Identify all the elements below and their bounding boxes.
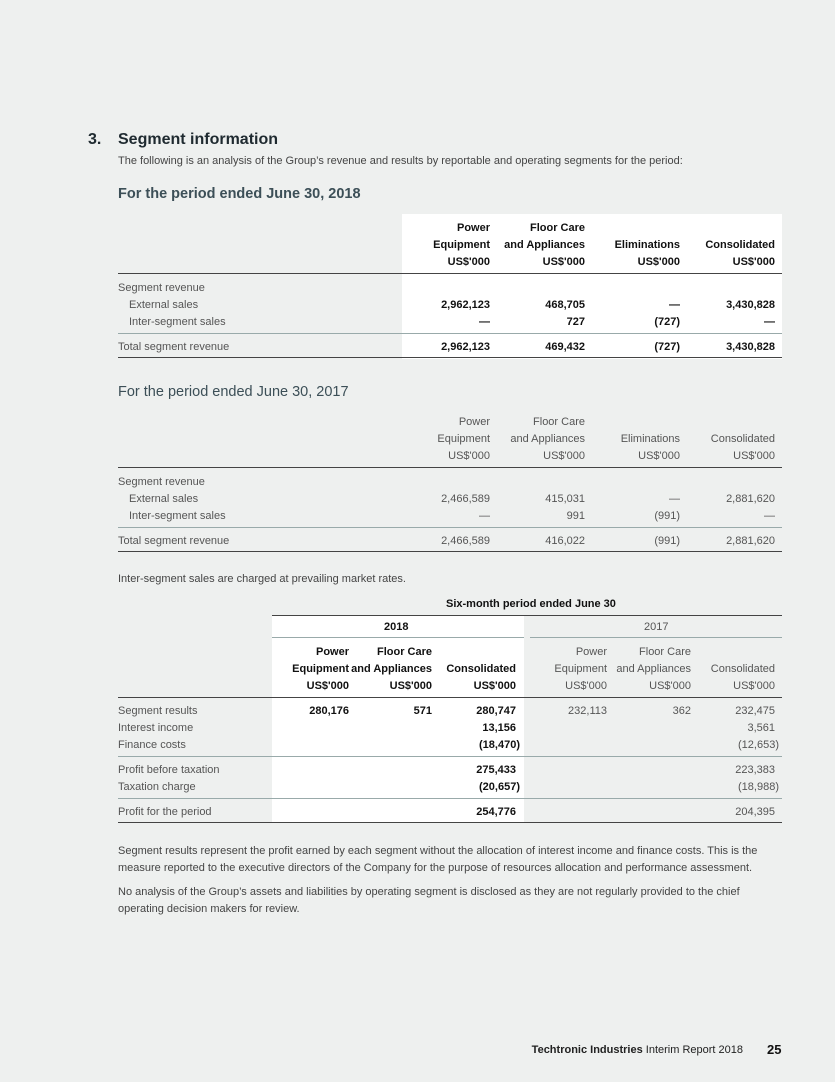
table-cell: 2,962,123 <box>441 341 490 353</box>
year-2017-label: 2017 <box>644 621 669 633</box>
table-cell: (18,988) <box>738 781 779 793</box>
col-header: Consolidated <box>710 663 775 675</box>
col-header: US$'000 <box>565 680 607 692</box>
col-header: US$'000 <box>649 680 691 692</box>
row-label: Interest income <box>118 722 194 734</box>
total-label: Total segment revenue <box>118 341 230 353</box>
col-header: and Appliances <box>504 239 585 251</box>
page-number: 25 <box>767 1042 782 1057</box>
col-header: US$'000 <box>448 450 490 462</box>
table-cell: (991) <box>654 535 680 547</box>
table-cell: — <box>479 316 490 328</box>
section-title: Segment information <box>118 131 279 148</box>
table-cell: (727) <box>654 316 680 328</box>
highlight-2018-panel <box>402 214 782 359</box>
table-cell: 991 <box>566 510 585 522</box>
col-header: Floor Care <box>533 416 585 428</box>
table-cell: 3,430,828 <box>726 299 775 311</box>
col-header: Consolidated <box>446 663 516 675</box>
table-cell: 232,113 <box>568 705 607 717</box>
table-cell: 2,962,123 <box>441 299 490 311</box>
col-header: Power <box>456 222 490 234</box>
table-cell: (12,653) <box>738 739 779 751</box>
table-cell: 415,031 <box>545 493 585 505</box>
intersegment-note: Inter-segment sales are charged at prevailing market rates. <box>118 573 406 585</box>
group-label: Segment revenue <box>118 476 205 488</box>
row-label: Profit for the period <box>118 806 212 818</box>
table-cell: 2,466,589 <box>441 493 490 505</box>
table-cell: 469,432 <box>545 341 585 353</box>
col-header: and Appliances <box>351 663 432 675</box>
footer-report: Interim Report 2018 <box>645 1044 743 1056</box>
year-2018-label: 2018 <box>384 621 409 633</box>
col-header: Equipment <box>437 433 490 445</box>
table-cell: 280,747 <box>476 705 516 717</box>
table-cell: — <box>669 299 680 311</box>
table-cell: 468,705 <box>545 299 585 311</box>
col-header: Equipment <box>554 663 607 675</box>
row-label: External sales <box>129 299 199 311</box>
table-cell: 3,430,828 <box>726 341 775 353</box>
table-cell: — <box>479 510 490 522</box>
table-cell: (991) <box>654 510 680 522</box>
table-cell: 2,881,620 <box>726 535 775 547</box>
row-label: Inter-segment sales <box>129 510 226 522</box>
row-label: Finance costs <box>118 739 186 751</box>
col-header: US$'000 <box>638 450 680 462</box>
period-header: Six-month period ended June 30 <box>446 598 616 610</box>
col-header: US$'000 <box>543 450 585 462</box>
table-cell: 254,776 <box>476 806 516 818</box>
table-cell: — <box>669 493 680 505</box>
heading-2017: For the period ended June 30, 2017 <box>118 384 349 400</box>
col-header: Eliminations <box>614 239 680 251</box>
section-intro: The following is an analysis of the Group’s revenue and results by reportable and operating segments for the period: <box>118 155 683 167</box>
col-header: US$'000 <box>733 680 775 692</box>
table-cell: — <box>764 316 775 328</box>
col-header: Consolidated <box>710 433 775 445</box>
col-header: Eliminations <box>620 433 680 445</box>
table-cell: — <box>764 510 775 522</box>
table-cell: 275,433 <box>476 764 516 776</box>
row-label: Profit before taxation <box>118 764 220 776</box>
table-cell: 13,156 <box>482 722 516 734</box>
col-header: US$'000 <box>473 680 516 692</box>
col-header: Floor Care <box>529 222 585 234</box>
table-cell: 204,395 <box>735 806 775 818</box>
table-cell: 727 <box>566 316 585 328</box>
col-header: Consolidated <box>705 239 775 251</box>
col-header: US$'000 <box>542 256 585 268</box>
col-header: Floor Care <box>639 646 691 658</box>
col-header: Floor Care <box>376 646 432 658</box>
row-label: Inter-segment sales <box>129 316 226 328</box>
paragraph-assets-liabilities: No analysis of the Group’s assets and liabilities by operating segment is disclosed as they are not regularly provided to the chief operating decision makers for review. <box>118 886 740 915</box>
col-header: Power <box>315 646 349 658</box>
col-header: Equipment <box>433 239 490 251</box>
footer-report-title <box>532 1044 743 1056</box>
table-cell: 280,176 <box>309 705 349 717</box>
table-cell: 3,561 <box>747 722 775 734</box>
col-header: US$'000 <box>389 680 432 692</box>
col-header: US$'000 <box>306 680 349 692</box>
row-label: External sales <box>129 493 199 505</box>
col-header: and Appliances <box>616 663 691 675</box>
table-cell: (727) <box>654 341 680 353</box>
table-cell: 223,383 <box>735 764 775 776</box>
row-label: Segment results <box>118 705 198 717</box>
section-number: 3. <box>88 131 102 148</box>
table-cell: 416,022 <box>545 535 585 547</box>
col-header: Power <box>458 416 490 428</box>
col-header: US$'000 <box>637 256 680 268</box>
table-cell: 2,881,620 <box>726 493 775 505</box>
row-label: Taxation charge <box>118 781 196 793</box>
col-header: US$'000 <box>447 256 490 268</box>
col-header: and Appliances <box>510 433 585 445</box>
heading-2018: For the period ended June 30, 2018 <box>118 186 361 202</box>
col-header: US$'000 <box>732 256 775 268</box>
group-label: Segment revenue <box>118 282 205 294</box>
paragraph-segment-results: Segment results represent the profit earned by each segment without the allocation of interest income and finance costs. This is the measure reported to the executive directors of the Company for the purpose of resources allocation and performance assessment. <box>118 845 758 874</box>
col-header: US$'000 <box>733 450 775 462</box>
table-cell: 232,475 <box>735 705 775 717</box>
total-label: Total segment revenue <box>118 535 230 547</box>
table-cell: (20,657) <box>479 781 520 793</box>
footer-company: Techtronic Industries <box>531 1044 643 1056</box>
table-cell: (18,470) <box>479 739 520 751</box>
table-cell: 362 <box>672 705 691 717</box>
table-cell: 2,466,589 <box>441 535 490 547</box>
col-header: Power <box>575 646 607 658</box>
table-cell: 571 <box>413 705 432 717</box>
col-header: Equipment <box>292 663 349 675</box>
